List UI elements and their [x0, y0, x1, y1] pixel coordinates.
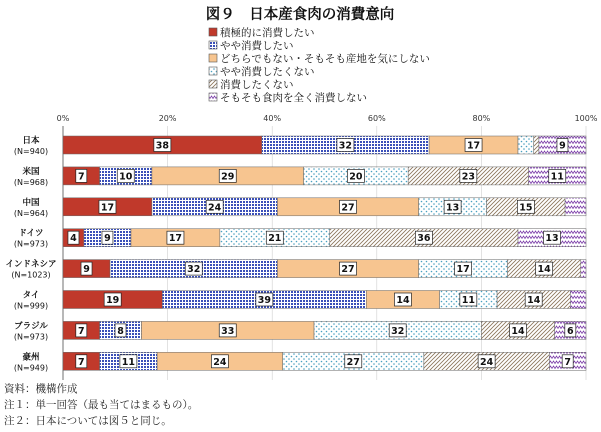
data-label-0-2: 17 — [466, 140, 481, 152]
category-label-7: 豪州 — [22, 352, 40, 363]
x-tick-label-0: 0% — [56, 114, 70, 123]
chart-title: 図９ 日本産食肉の消費意向 — [205, 7, 395, 23]
category-label-6: ブラジル — [14, 321, 48, 332]
data-label-4-3: 17 — [456, 264, 470, 276]
legend-swatch-0 — [209, 28, 217, 36]
bar-segment-2-5 — [565, 198, 586, 216]
data-label-1-5: 11 — [550, 171, 564, 183]
data-label-6-1: 8 — [117, 325, 124, 337]
category-n-3: (N=973) — [13, 239, 49, 249]
data-label-3-2: 17 — [168, 233, 183, 245]
x-tick-label-2: 40% — [263, 114, 282, 123]
data-label-5-2: 14 — [396, 295, 410, 306]
data-label-7-5: 7 — [564, 356, 572, 368]
data-label-5-3: 11 — [461, 295, 475, 306]
data-label-2-2: 27 — [341, 202, 355, 214]
data-label-0-0: 38 — [155, 140, 169, 152]
data-label-1-1: 10 — [119, 171, 133, 183]
legend-label-0: 積極的に消費したい — [220, 27, 315, 39]
bar-rows — [6, 135, 586, 372]
data-label-7-3: 27 — [346, 356, 360, 368]
data-label-3-4: 36 — [417, 233, 431, 245]
data-label-7-0: 7 — [77, 356, 85, 368]
data-label-4-2: 27 — [341, 264, 355, 276]
data-label-3-5: 13 — [545, 233, 559, 245]
data-label-4-4: 14 — [537, 264, 551, 276]
category-n-2: (N=964) — [13, 208, 49, 218]
data-label-2-3: 13 — [446, 202, 460, 214]
category-n-6: (N=973) — [13, 332, 49, 342]
legend-label-4: 消費したくない — [220, 79, 294, 91]
legend-swatch-3 — [209, 67, 217, 75]
legend-label-1: やや消費したい — [220, 40, 294, 52]
data-label-5-4: 14 — [527, 295, 541, 306]
x-tick-label-1: 20% — [158, 114, 177, 123]
data-label-3-1: 9 — [104, 233, 111, 245]
bar-segment-0-3 — [518, 136, 534, 154]
x-tick-label-4: 80% — [472, 114, 491, 123]
data-label-1-2: 29 — [221, 171, 235, 183]
data-label-4-0: 9 — [83, 264, 90, 276]
legend-swatch-2 — [209, 54, 217, 62]
category-label-2: 中国 — [22, 197, 40, 208]
data-label-5-0: 19 — [106, 295, 120, 306]
category-n-1: (N=968) — [13, 177, 49, 187]
notes — [4, 381, 198, 429]
data-label-1-4: 23 — [461, 171, 475, 183]
category-label-0: 日本 — [22, 136, 40, 146]
data-label-0-1: 32 — [338, 140, 353, 152]
data-label-7-2: 24 — [213, 356, 227, 368]
category-n-5: (N=999) — [13, 301, 49, 311]
legend-swatch-5 — [209, 93, 217, 101]
data-label-6-0: 7 — [77, 325, 85, 337]
legend-swatch-1 — [209, 41, 217, 49]
data-label-2-1: 24 — [208, 202, 222, 214]
data-label-0-5: 9 — [559, 140, 566, 152]
category-label-5: タイ — [22, 290, 40, 301]
data-label-6-2: 33 — [221, 325, 235, 337]
x-tick-label-5: 100% — [574, 114, 598, 123]
legend-swatch-4 — [209, 80, 217, 88]
data-label-1-0: 7 — [77, 171, 85, 183]
legend-label-5: そもそも食肉を全く消費しない — [220, 92, 367, 104]
data-label-3-0: 4 — [70, 233, 77, 245]
category-n-0: (N=940) — [13, 147, 49, 156]
legend — [209, 26, 430, 104]
category-n-4: (N=1023) — [11, 270, 51, 280]
bar-segment-4-5 — [581, 260, 586, 278]
data-label-7-1: 11 — [121, 356, 135, 368]
note-2: 注２：日本については図５と同じ。 — [4, 415, 172, 427]
bar-segment-5-5 — [570, 291, 586, 309]
data-label-2-0: 17 — [100, 202, 115, 214]
legend-label-3: やや消費したくない — [220, 66, 315, 78]
data-label-3-3: 21 — [268, 233, 282, 245]
category-n-7: (N=949) — [13, 363, 49, 373]
legend-label-2: どちらでもない・そもそも産地を気にしない — [220, 53, 430, 65]
data-label-6-4: 14 — [511, 325, 525, 337]
note-source: 資料：機構作成 — [4, 383, 78, 395]
data-label-7-4: 24 — [480, 356, 494, 368]
category-label-3: ドイツ — [18, 228, 44, 239]
note-1: 注１：単一回答（最も当てはまるもの）。 — [4, 399, 199, 411]
data-label-2-4: 15 — [519, 202, 533, 214]
category-label-1: 米国 — [22, 166, 40, 177]
data-label-6-3: 32 — [391, 325, 405, 337]
data-label-4-1: 32 — [187, 264, 201, 276]
data-label-6-5: 6 — [566, 325, 574, 337]
x-tick-label-3: 60% — [367, 114, 386, 123]
data-label-1-3: 20 — [349, 171, 363, 183]
data-label-5-1: 39 — [257, 295, 271, 306]
category-label-4: インドネシア — [5, 259, 57, 270]
bar-segment-0-4 — [534, 136, 539, 154]
